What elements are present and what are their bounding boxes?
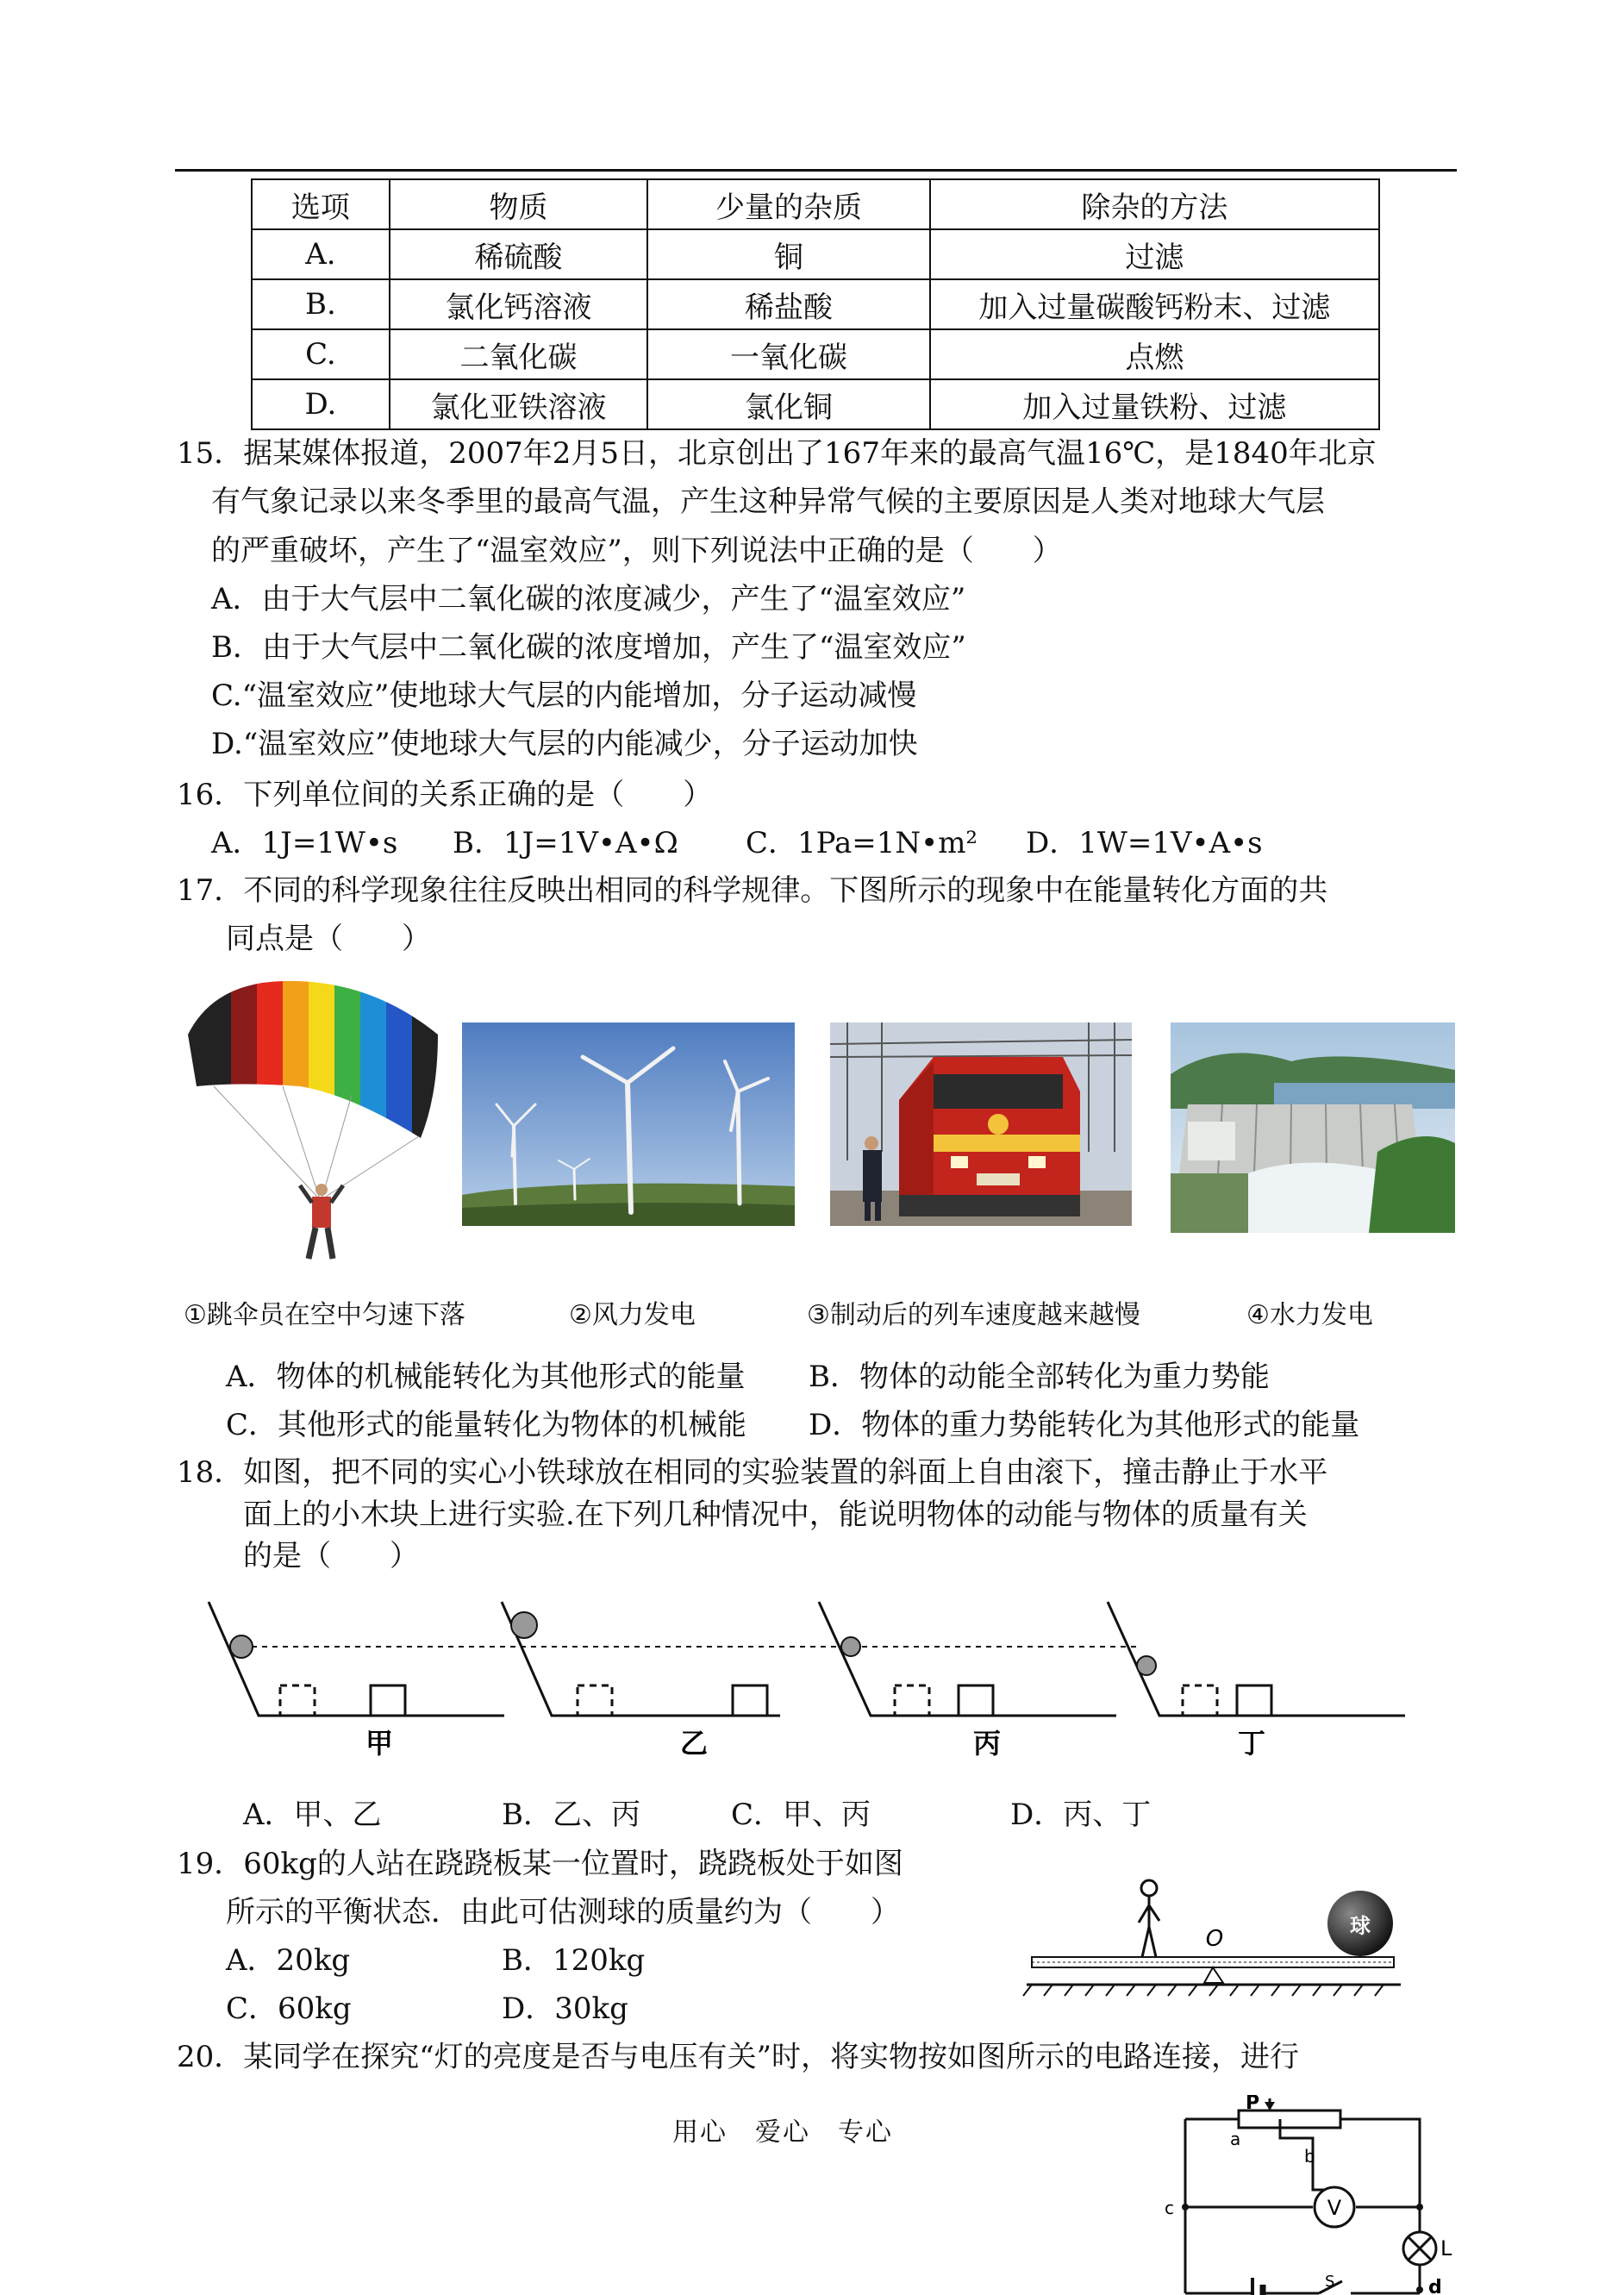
- q18-stem-line: 的是（ ）: [243, 1539, 419, 1573]
- table-row: [252, 229, 1379, 279]
- table-cell: D.: [252, 379, 390, 429]
- q18-option-d: D．丙、丁: [1010, 1798, 1152, 1832]
- q16-option-d: D．1W=1V•A•s: [1026, 826, 1263, 860]
- ball-label: 球: [1350, 1914, 1371, 1938]
- parachute-photo: [179, 966, 455, 1278]
- table-cell: C.: [252, 329, 390, 379]
- q15-option-d: D.“温室效应”使地球大气层的内能减少，分子运动加快: [211, 727, 918, 761]
- q20-stem-line: 20．某同学在探究“灯的亮度是否与电压有关”时，将实物按如图所示的电路连接，进行: [177, 2040, 1300, 2074]
- table-cell: 一氧化碳: [647, 329, 929, 379]
- table-cell: 二氧化碳: [390, 329, 648, 379]
- diagram-label-yi: 乙: [679, 1727, 709, 1760]
- q18-stem-line: 18．如图，把不同的实心小铁球放在相同的实验装置的斜面上自由滚下，撞击静止于水平: [177, 1455, 1328, 1490]
- table-cell: 过滤: [930, 229, 1379, 279]
- table-cell: 稀硫酸: [390, 229, 648, 279]
- q17-stem-line: 17．不同的科学现象往往反映出相同的科学规律。下图所示的现象中在能量转化方面的共: [177, 873, 1328, 908]
- q18-option-a: A．甲、乙: [243, 1798, 382, 1832]
- table-cell: 加入过量铁粉、过滤: [930, 379, 1379, 429]
- circuit-diagram: [1159, 2095, 1487, 2295]
- q19-stem-line: 所示的平衡状态．由此可估测球的质量约为（ ）: [226, 1895, 900, 1929]
- q16-stem: 16．下列单位间的关系正确的是（ ）: [177, 778, 713, 812]
- q17-option-c: C．其他形式的能量转化为物体的机械能: [226, 1408, 747, 1442]
- stick-person-icon: [1139, 1880, 1159, 1957]
- diagram-label-ding: 丁: [1237, 1727, 1266, 1760]
- table-cell: 稀盐酸: [647, 279, 929, 329]
- q15-stem-line: 15．据某媒体报道，2007年2月5日，北京创出了167年来的最高气温16℃，是1840年北京: [177, 436, 1377, 471]
- table-cell: 点燃: [930, 329, 1379, 379]
- q18-option-c: C．甲、丙: [731, 1798, 871, 1832]
- table-header: 物质: [390, 179, 648, 229]
- photo-caption-2: ②风力发电: [569, 1300, 696, 1330]
- table-cell: 氯化铜: [647, 379, 929, 429]
- incline-experiment-diagram: [198, 1595, 1422, 1767]
- q19-option-c: C．60kg: [226, 1992, 352, 2026]
- table-row: [252, 329, 1379, 379]
- table-cell: 铜: [647, 229, 929, 279]
- switch-label: S: [1325, 2273, 1335, 2291]
- q15-option-a: A．由于大气层中二氧化碳的浓度减少，产生了“温室效应”: [211, 582, 966, 616]
- q19-option-b: B．120kg: [502, 1943, 646, 1978]
- q18-stem-line: 面上的小木块上进行实验.在下列几种情况中，能说明物体的动能与物体的质量有关: [243, 1498, 1308, 1532]
- diagram-label-bing: 丙: [972, 1727, 1002, 1760]
- q19-stem-line: 19．60kg的人站在跷跷板某一位置时，跷跷板处于如图: [177, 1847, 903, 1881]
- page-footer: 用心 爱心 专心: [672, 2117, 893, 2148]
- q15-option-c: C.“温室效应”使地球大气层的内能增加，分子运动减慢: [211, 678, 917, 713]
- label-d: d: [1428, 2277, 1442, 2295]
- table-cell: 氯化钙溶液: [390, 279, 648, 329]
- q18-option-b: B．乙、丙: [502, 1798, 640, 1832]
- diagram-label-jia: 甲: [365, 1727, 394, 1760]
- q16-option-a: A．1J=1W•s: [211, 826, 398, 860]
- q15-stem-line: 有气象记录以来冬季里的最高气温，产生这种异常气候的主要原因是人类对地球大气层: [211, 485, 1325, 519]
- label-c: c: [1165, 2198, 1174, 2218]
- label-p: P: [1246, 2095, 1260, 2114]
- table-cell: 加入过量碳酸钙粉末、过滤: [930, 279, 1379, 329]
- table-cell: A.: [252, 229, 390, 279]
- q15-option-b: B．由于大气层中二氧化碳的浓度增加，产生了“温室效应”: [211, 630, 966, 665]
- q17-stem-line: 同点是（ ）: [226, 922, 431, 956]
- photo-caption-4: ④水力发电: [1246, 1300, 1373, 1330]
- wind-turbine-photo: [462, 1022, 795, 1226]
- table-header-row: [252, 179, 1379, 229]
- photo-caption-3: ③制动后的列车速度越来越慢: [807, 1300, 1140, 1330]
- header-rule: [175, 169, 1457, 172]
- photo-caption-1: ①跳伞员在空中匀速下落: [184, 1300, 465, 1330]
- pivot-label: O: [1205, 1926, 1224, 1952]
- q19-option-d: D．30kg: [502, 1992, 628, 2026]
- voltmeter-label: V: [1327, 2196, 1342, 2220]
- table-cell: B.: [252, 279, 390, 329]
- lamp-label: L: [1440, 2236, 1452, 2261]
- q16-option-c: C．1Pa=1N•m²: [746, 826, 978, 860]
- q17-option-b: B．物体的动能全部转化为重力势能: [809, 1360, 1270, 1394]
- table-header: 除杂的方法: [930, 179, 1379, 229]
- train-photo: [830, 1022, 1132, 1226]
- q17-option-d: D．物体的重力势能转化为其他形式的能量: [809, 1408, 1360, 1442]
- table-cell: 氯化亚铁溶液: [390, 379, 648, 429]
- q19-option-a: A．20kg: [226, 1943, 351, 1978]
- impurity-removal-table: [251, 178, 1380, 430]
- q16-option-b: B．1J=1V•A•Ω: [453, 826, 678, 860]
- table-row: [252, 279, 1379, 329]
- label-b: b: [1304, 2146, 1315, 2167]
- table-header: 选项: [252, 179, 390, 229]
- hydropower-dam-photo: [1171, 1022, 1455, 1233]
- label-a: a: [1230, 2129, 1241, 2149]
- seesaw-diagram: [1021, 1862, 1409, 2000]
- table-row: [252, 379, 1379, 429]
- q15-stem-line: 的严重破坏，产生了“温室效应”，则下列说法中正确的是（ ）: [211, 534, 1062, 568]
- q17-option-a: A．物体的机械能转化为其他形式的能量: [226, 1360, 746, 1394]
- table-header: 少量的杂质: [647, 179, 929, 229]
